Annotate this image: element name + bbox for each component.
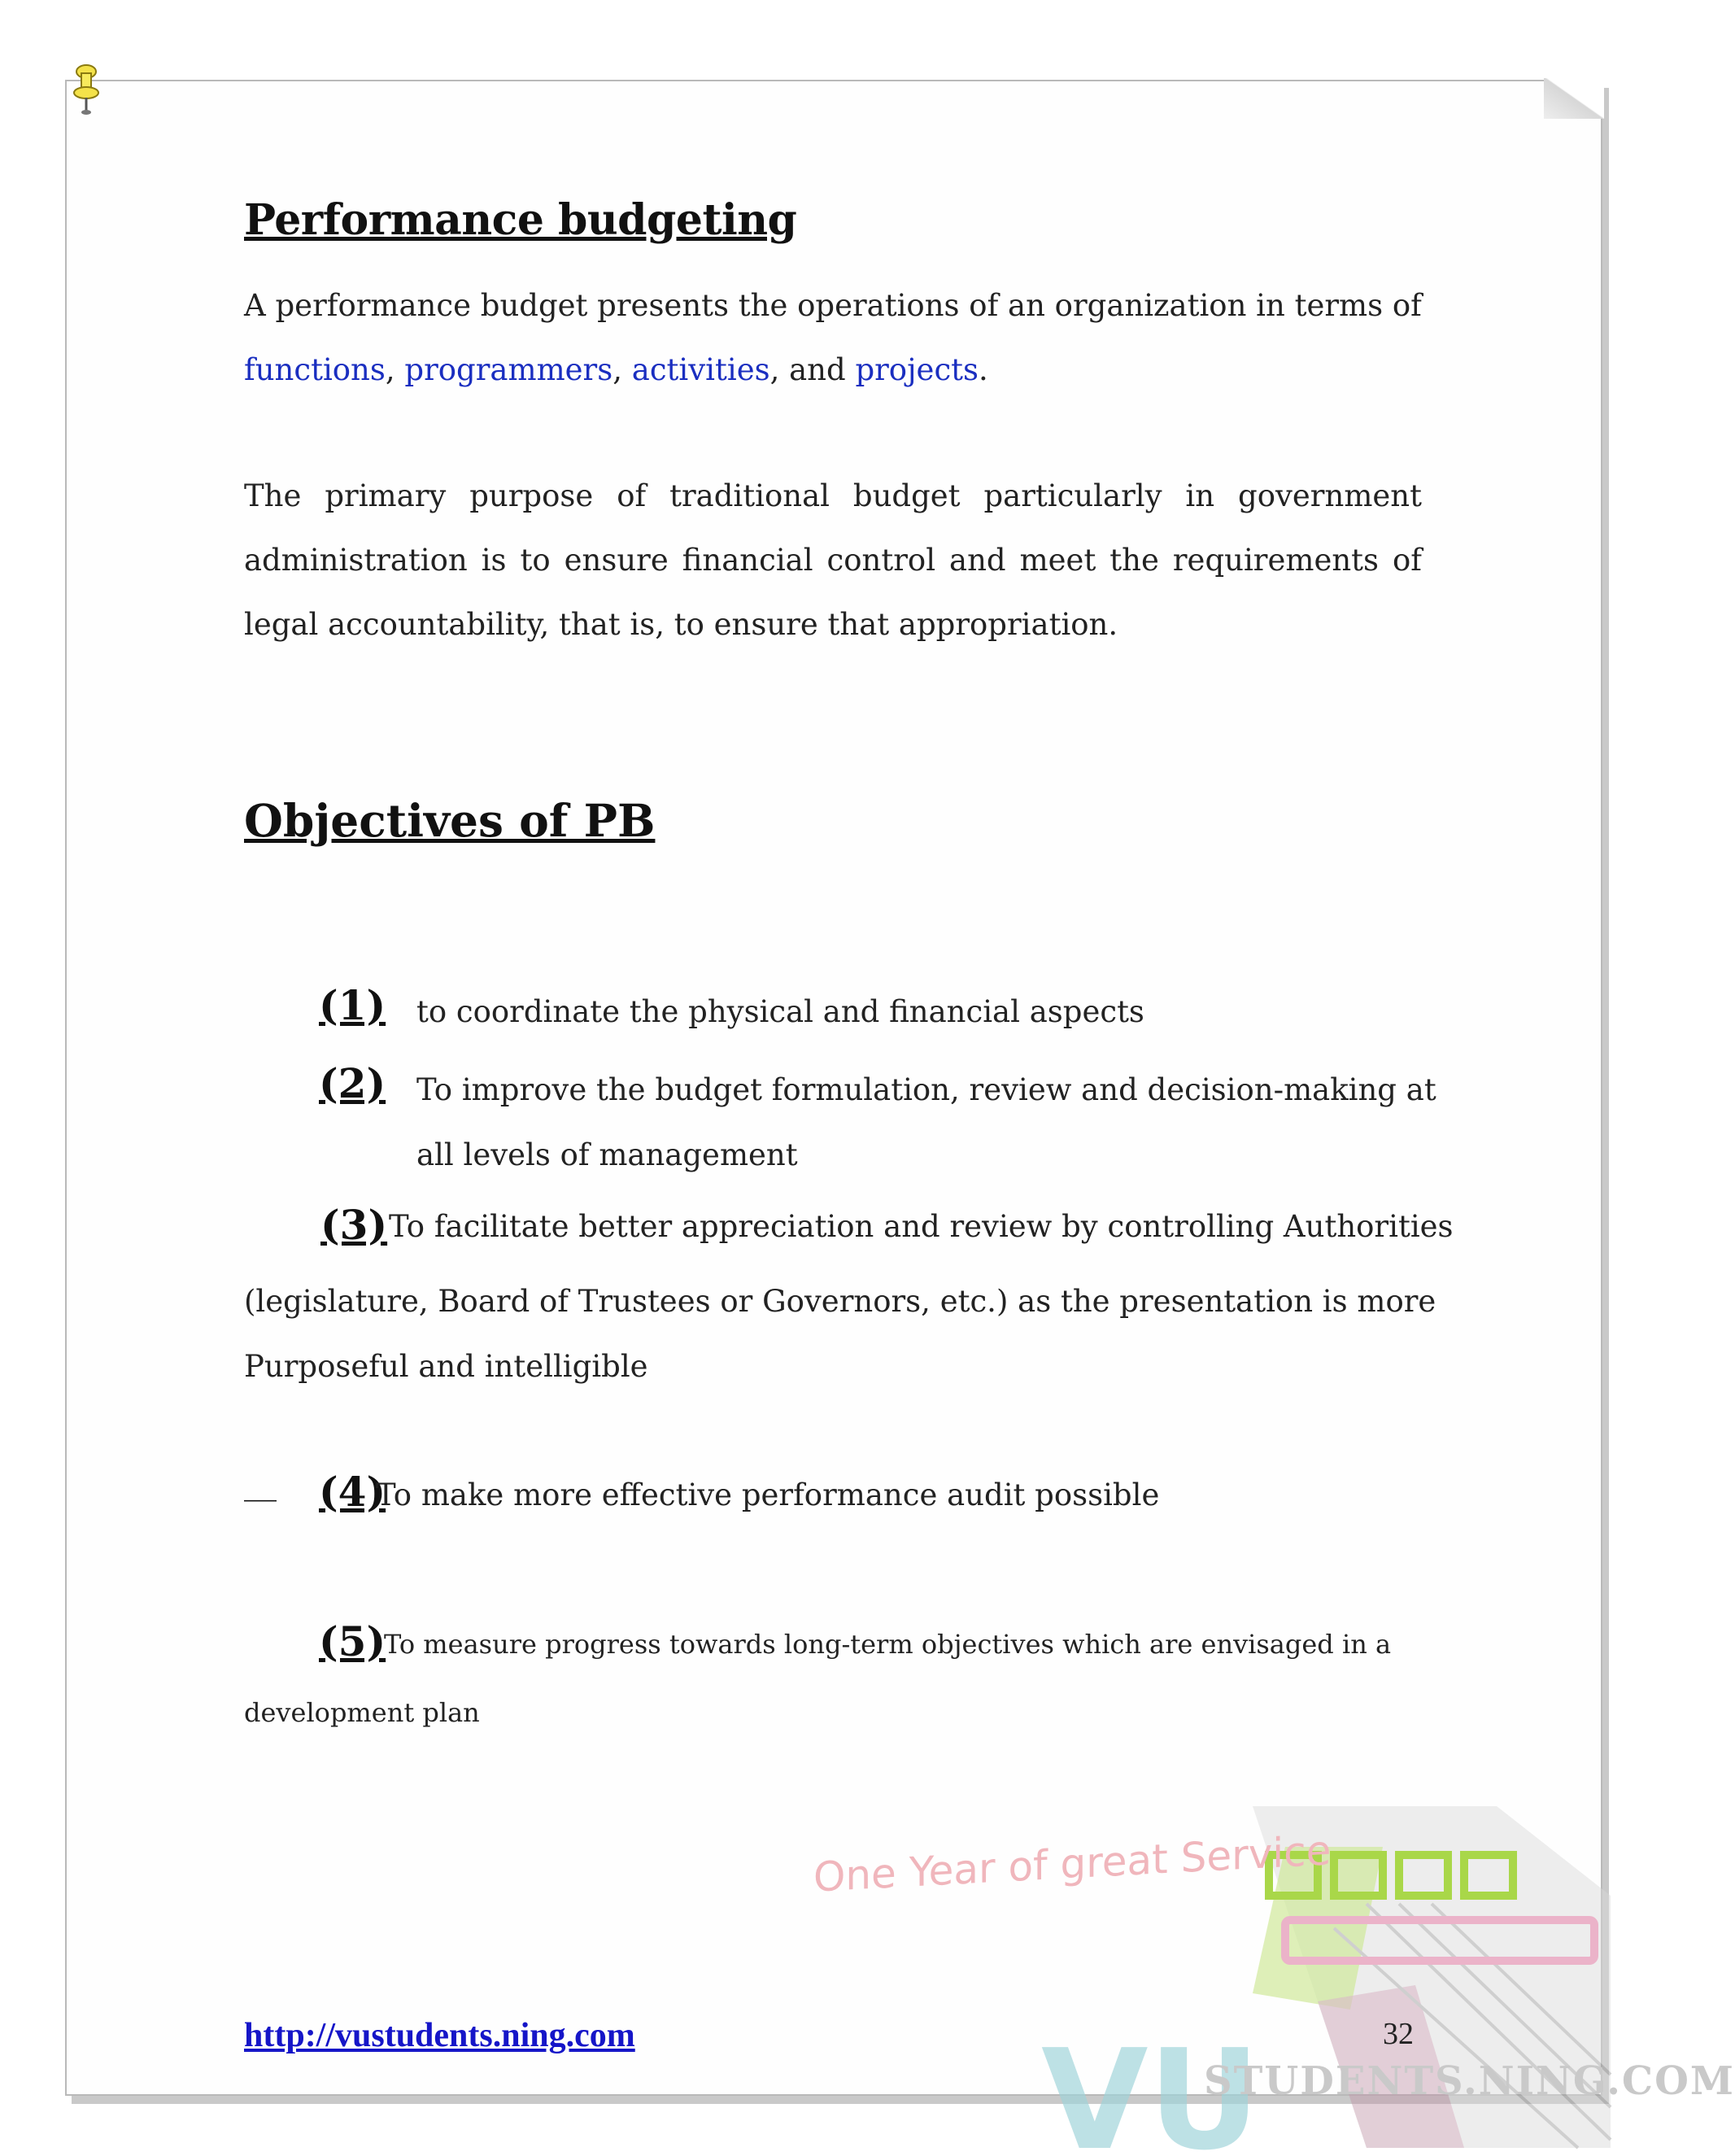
term-separator: , and bbox=[769, 352, 856, 387]
objective-number: (3) bbox=[320, 1201, 388, 1249]
pushpin-icon bbox=[72, 62, 101, 116]
objective-text-continued: all levels of management bbox=[416, 1137, 798, 1172]
term-activities: activities bbox=[631, 352, 770, 387]
objective-number: (5) bbox=[319, 1617, 386, 1665]
objective-text: To improve the budget formulation, review and decision-making at bbox=[416, 1072, 1436, 1107]
objective-text-continued: (legislature, Board of Trustees or Governors, etc.) as the presentation is more bbox=[244, 1284, 1436, 1319]
heading-objectives: Objectives of PB bbox=[244, 794, 656, 847]
page-corner-fold bbox=[1544, 78, 1604, 119]
watermark-brand-sub: STUDENTS.NING.COM bbox=[1204, 2058, 1735, 2104]
term-separator: , bbox=[385, 352, 405, 387]
intro-line: A performance budget presents the operations of an organization in terms of bbox=[244, 288, 1422, 323]
term-functions: functions bbox=[244, 352, 386, 387]
term-projects: projects bbox=[855, 352, 979, 387]
heading-performance-budgeting: Performance budgeting bbox=[244, 195, 797, 245]
page-number: 32 bbox=[1383, 2017, 1414, 2051]
objective-number: (4) bbox=[319, 1468, 386, 1516]
objective-text: To make more effective performance audit possible bbox=[376, 1477, 1160, 1512]
objective-text-continued: development plan bbox=[244, 1697, 480, 1728]
footer-website-link[interactable]: http://vustudents.ning.com bbox=[244, 2017, 635, 2054]
objective-text: To facilitate better appreciation and review by controlling Authorities bbox=[389, 1209, 1454, 1244]
watermark-tagline: One Year of great Service bbox=[813, 1826, 1332, 1901]
objective-text: to coordinate the physical and financial aspects bbox=[416, 994, 1144, 1029]
objective-text-continued: Purposeful and intelligible bbox=[244, 1349, 648, 1384]
intro-paragraph bbox=[244, 273, 1422, 402]
term-end: . bbox=[979, 352, 988, 387]
svg-text:VU: VU bbox=[1041, 2020, 1261, 2156]
term-separator: , bbox=[612, 352, 632, 387]
term-programmers: programmers bbox=[404, 352, 613, 387]
objective-prefix: __ bbox=[244, 1464, 277, 1502]
objective-number: (2) bbox=[319, 1059, 386, 1107]
objective-text: To measure progress towards long-term objectives which are envisaged in a bbox=[384, 1629, 1392, 1660]
objective-number: (1) bbox=[319, 981, 386, 1029]
traditional-budget-paragraph: The primary purpose of traditional budget particularly in government administration is to ensure financial control and meet the requirements of legal accountability, that is, to ensure that appropriation. bbox=[244, 478, 1422, 642]
